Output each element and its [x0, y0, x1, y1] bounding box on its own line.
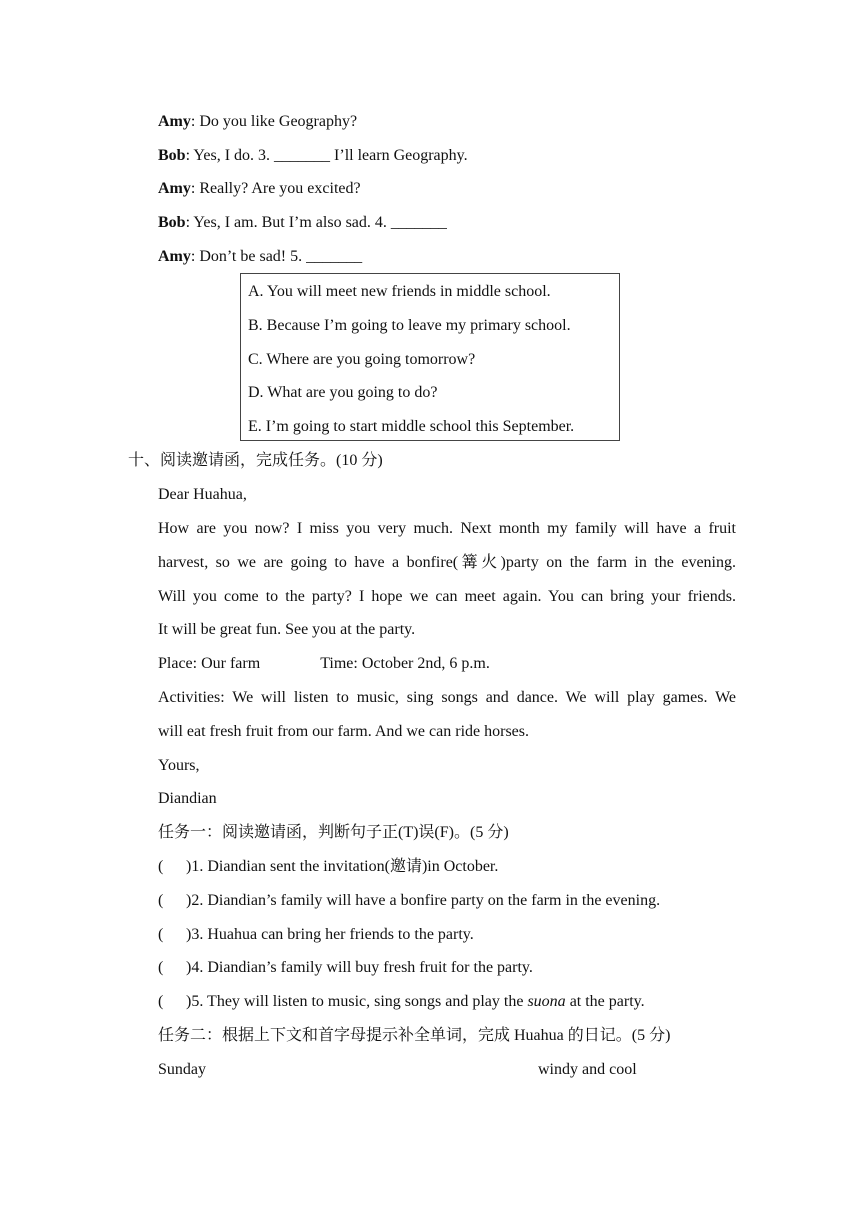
- diary-weather: windy and cool: [538, 1061, 637, 1078]
- letter-signature: Diandian: [158, 790, 217, 807]
- option-e: E. I’m going to start middle school this September.: [248, 418, 575, 435]
- dialogue-line: [158, 145, 468, 167]
- tf-text: )5. They will listen to music, sing songs and play the: [186, 993, 528, 1010]
- dialogue-text: : Yes, I do. 3. _______ I’ll learn Geography.: [185, 147, 468, 164]
- dialogue-text: : Really? Are you excited?: [190, 180, 361, 197]
- options-box: [240, 273, 620, 441]
- option-d: D. What are you going to do?: [248, 384, 438, 401]
- tf-text: )4. Diandian’s family will buy fresh fruit for the party.: [186, 959, 533, 976]
- speaker: Amy: [158, 113, 191, 130]
- diary-header: [158, 1059, 718, 1081]
- dialogue-text: : Do you like Geography?: [190, 113, 358, 130]
- tf-text: )2. Diandian’s family will have a bonfire party on the farm in the evening.: [186, 892, 661, 909]
- dialogue-line: [158, 212, 447, 234]
- task1-heading: 任务一：阅读邀请函，判断句子正(T)误(F)。(5 分): [158, 824, 509, 841]
- option-c: C. Where are you going tomorrow?: [248, 351, 476, 368]
- time: Time: October 2nd, 6 p.m.: [320, 655, 490, 672]
- dialogue-text: : Yes, I am. But I’m also sad. 4. _______: [185, 214, 447, 231]
- tf-item: [158, 856, 498, 878]
- dialogue-line: [158, 111, 357, 133]
- letter-body-line: It will be great fun. See you at the party.: [158, 621, 416, 638]
- option-b: B. Because I’m going to leave my primary school.: [248, 317, 571, 334]
- place: Place: Our farm: [158, 655, 261, 672]
- tf-text: )3. Huahua can bring her friends to the party.: [186, 926, 474, 943]
- dialogue-text: : Don’t be sad! 5. _______: [190, 248, 363, 265]
- answer-blank[interactable]: (: [158, 892, 164, 909]
- letter-body-line: harvest, so we are going to have a bonfire(篝火)party on the farm in the evening.: [158, 554, 736, 571]
- letter-body-line: How are you now? I miss you very much. Next month my family will have a fruit: [158, 520, 736, 537]
- tf-text: )1. Diandian sent the invitation(邀请)in October.: [186, 858, 499, 875]
- speaker: Bob: [158, 214, 186, 231]
- tf-text: at the party.: [565, 993, 645, 1010]
- dialogue-line: [158, 178, 361, 200]
- tf-item: [158, 957, 533, 979]
- section-heading: 十、阅读邀请函，完成任务。(10 分): [128, 452, 383, 469]
- dialogue-line: [158, 246, 362, 268]
- answer-blank[interactable]: (: [158, 858, 164, 875]
- option-a: A. You will meet new friends in middle school.: [248, 283, 551, 300]
- answer-blank[interactable]: (: [158, 993, 164, 1010]
- tf-item: [158, 890, 660, 912]
- letter-closing: Yours,: [158, 757, 200, 774]
- tf-item: [158, 924, 474, 946]
- letter-greeting: Dear Huahua,: [158, 486, 247, 503]
- speaker: Amy: [158, 248, 191, 265]
- tf-italic-word: suona: [527, 993, 566, 1010]
- task2-heading: 任务二：根据上下文和首字母提示补全单词，完成 Huahua 的日记。(5 分): [158, 1027, 671, 1044]
- activities-line: Activities: We will listen to music, sing songs and dance. We will play games. We: [158, 689, 736, 706]
- letter-body-line: Will you come to the party? I hope we can meet again. You can bring your friends.: [158, 588, 736, 605]
- activities-line: will eat fresh fruit from our farm. And we can ride horses.: [158, 723, 529, 740]
- speaker: Bob: [158, 147, 186, 164]
- speaker: Amy: [158, 180, 191, 197]
- answer-blank[interactable]: (: [158, 926, 164, 943]
- place-time-line: [158, 653, 490, 675]
- answer-blank[interactable]: (: [158, 959, 164, 976]
- tf-item: [158, 991, 645, 1013]
- diary-day: Sunday: [158, 1061, 206, 1078]
